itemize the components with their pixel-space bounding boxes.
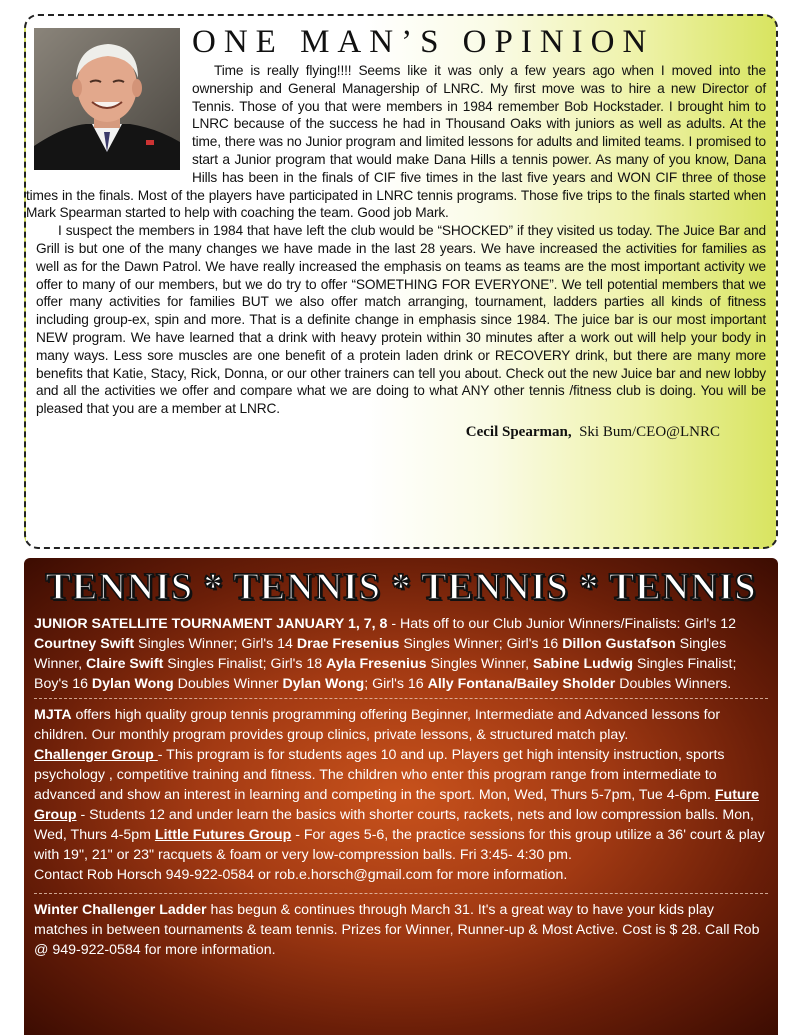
little-futures-group-label: Little Futures Group	[154, 827, 292, 843]
junior-text: Doubles Winner	[173, 676, 283, 692]
portrait-photo	[34, 28, 180, 170]
winner-name: Ally Fontana/Bailey Sholder	[427, 676, 616, 692]
junior-tournament-section	[24, 614, 778, 694]
opinion-box	[24, 14, 778, 549]
mjta-name: MJTA	[34, 707, 72, 723]
opinion-paragraph-2	[26, 222, 776, 418]
section-divider	[34, 698, 768, 699]
junior-text: Doubles Winners.	[615, 676, 732, 692]
winner-name: Drae Fresenius	[296, 636, 400, 652]
opinion-paragraph-1-text: Time is really flying!!!! Seems like it was only a few years ago when I moved into the ownership and General Managership of LNRC. My first move was to hire a new Director of Tennis. Those of you that were members in 1984 remember Bob Hockstader. I brought him to LNRC because of the success he had in Thousand Oaks with juniors as well as adults. At the time, there was no Junior program and limited lessons for adults and limited teams. I promised to start a Junior program that would make Dana Hills a tennis power. As many of you know, Dana Hills has been in the finals of CIF five times in the last five years and WON CIF three of those times in the finals. Most of the players have participated in LNRC tennis programs. Those five trips to the finals started when Mark Spearman started to help with coaching the team. Good job Mark.	[26, 63, 766, 221]
winner-name: Sabine Ludwig	[532, 656, 634, 672]
opinion-paragraph-2-text: I suspect the members in 1984 that have left the club would be “SHOCKED” if they visited us today. The Juice Bar and Grill is but one of the many changes we have made in the last 28 years. We have increased the activities for families as well as for the Dawn Patrol. We have really increased the emphasis on teams as teams are the most important activity we offer to many of our members, but we do try to offer “SOMETHING FOR EVERYONE”. We tell potential members that we offer many activities for families BUT we also offer match arranging, tournament, ladders parties all kinds of fitness including group-ex, spin and more. That is a definite change in emphasis since 1984. The juice bar is our most important NEW program. We have learned that a drink with heavy protein within 30 minutes after a work out will help your body in many ways. Less sore muscles are one benefit of a protein laden drink or RECOVERY drink, but there are many more benefits that Katie, Stacy, Rick, Donna, or our other trainers can tell you about. Check out the new Juice bar and new lobby and all the activities we offer and compare what we are doing to what ANY other tennis /fitness club is doing. You will be pleased that you are a member at LNRC.	[36, 223, 766, 417]
junior-heading: JUNIOR SATELLITE TOURNAMENT JANUARY 1, 7, 8	[34, 616, 388, 632]
challenger-group-text: - This program is for students ages 10 and up. Players get high intensity instruction, sports psychology , competitive training and fitness. The children who enter this program range from intermediate to advanced and show an interest in learning and competing in the sport. Mon, Wed, Thurs 5-7pm, Tue 4-6pm.	[34, 747, 725, 803]
junior-text: Singles Winner; Girl's 14	[134, 636, 297, 652]
ladder-section	[24, 900, 778, 960]
junior-text: Singles Winner,	[426, 656, 533, 672]
junior-text: Singles Winner; Girl's 16	[399, 636, 563, 652]
ladder-name: Winter Challenger Ladder	[34, 902, 207, 918]
section-divider	[34, 893, 768, 894]
tennis-box	[24, 558, 778, 1035]
winner-name: Claire Swift	[86, 656, 164, 672]
mjta-section	[24, 705, 778, 885]
winner-name: Courtney Swift	[34, 636, 135, 652]
junior-text: ; Girl's 16	[364, 676, 428, 692]
signature-name: Cecil Spearman,	[465, 423, 572, 440]
winner-name: Dillon Gustafson	[562, 636, 676, 652]
opinion-title: ONE MAN’S OPINION	[192, 24, 655, 60]
ladder-text: has begun & continues through March 31. It's a great way to have your kids play matches in between tournaments & team tennis. Prizes for Winner, Runner-up & Most Active. Cost is $ 28. Call Rob @ 949-922-0584 for more information.	[34, 902, 760, 958]
challenger-group-label: Challenger Group	[34, 747, 158, 763]
little-futures-group-text: - For ages 5-6, the practice sessions for this group utilize a 36' court & play with 19", 21" or 23" racquets & foam or very low-compression balls. Fri 3:45- 4:30 pm.	[34, 827, 765, 863]
junior-text: Singles Finalist; Girl's 18	[163, 656, 327, 672]
winner-name: Dylan Wong	[91, 676, 174, 692]
portrait-image	[34, 28, 180, 170]
signature-title: Ski Bum/CEO@LNRC	[579, 423, 720, 440]
tennis-title: TENNIS * TENNIS * TENNIS * TENNIS	[45, 566, 757, 608]
winner-name: Ayla Fresenius	[326, 656, 427, 672]
junior-text: Singles Winner,	[34, 636, 727, 672]
signature	[26, 424, 776, 441]
future-group-text: - Students 12 and under learn the basics with shorter courts, rackets, nets and low compression balls. Mon, Wed, Thurs 4-5pm	[34, 807, 754, 843]
mjta-contact: Contact Rob Horsch 949-922-0584 or rob.e.horsch@gmail.com for more information.	[34, 867, 568, 883]
junior-text: Singles Finalist; Boy's 16	[34, 656, 737, 692]
mjta-intro: offers high quality group tennis programming offering Beginner, Intermediate and Advanced lessons for children. Our monthly program provides group clinics, private lessons, & structured match play.	[34, 707, 721, 743]
junior-text: - Hats off to our Club Junior Winners/Finalists: Girl's 12	[387, 616, 737, 632]
future-group-label: Future Group	[34, 787, 760, 823]
winner-name: Dylan Wong	[282, 676, 365, 692]
